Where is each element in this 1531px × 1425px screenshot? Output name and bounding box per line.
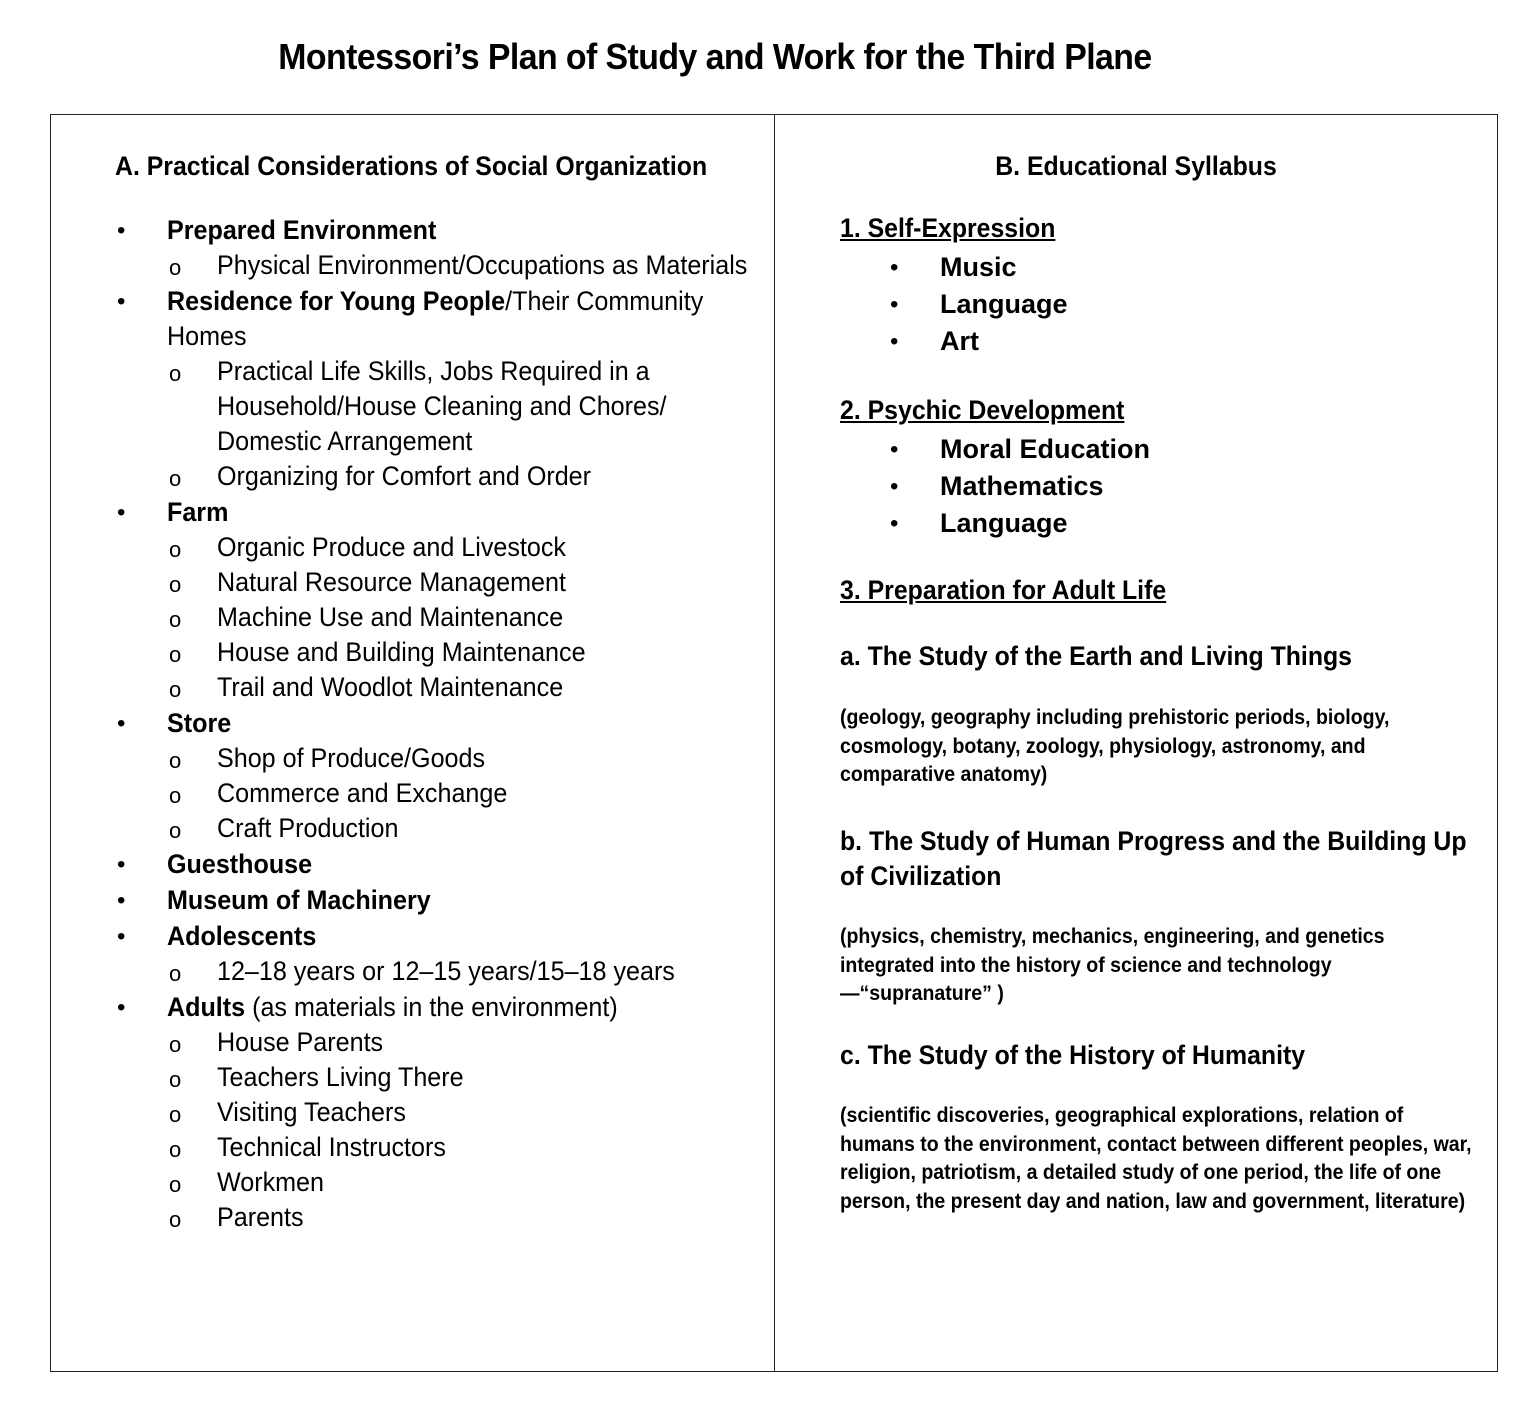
circle-bullet-icon: o xyxy=(169,466,182,491)
sub-list-item xyxy=(167,459,763,494)
bullet-icon: • xyxy=(117,887,126,914)
sub-list-item xyxy=(167,354,763,459)
sub-list-item-label: Natural Resource Management xyxy=(217,567,566,597)
list-item-detail: /Their Community Homes xyxy=(167,286,704,351)
circle-bullet-icon: o xyxy=(169,748,182,773)
circle-bullet-icon: o xyxy=(169,677,182,702)
sub-list-item-label: Workmen xyxy=(217,1167,324,1197)
list-item-label: Museum of Machinery xyxy=(167,885,431,915)
circle-bullet-icon: o xyxy=(169,537,182,562)
list-item-label: Guesthouse xyxy=(167,849,313,879)
sub-list-item-label: House and Building Maintenance xyxy=(217,637,586,667)
list-item xyxy=(113,990,763,1235)
column-b-heading: B. Educational Syllabus xyxy=(995,151,1277,181)
list-item-detail: (as materials in the environment) xyxy=(245,992,618,1022)
list-item-text xyxy=(167,883,721,918)
plan-table xyxy=(50,114,1498,1372)
sub-list-item xyxy=(167,635,763,670)
sub-list-item-label: Technical Instructors xyxy=(217,1132,446,1162)
bullet-icon: • xyxy=(890,436,899,463)
sub-list-item-label: Organizing for Comfort and Order xyxy=(217,461,592,491)
circle-bullet-icon: o xyxy=(169,607,182,632)
list-item-label: Language xyxy=(940,508,1068,538)
sub-list xyxy=(167,741,763,846)
list-item xyxy=(113,213,763,283)
list-item-label: Moral Education xyxy=(940,434,1151,464)
list-item-text xyxy=(167,919,721,954)
sub-list-item-label: Practical Life Skills, Jobs Required in a Household/House Cleaning and Chores/ Domestic Arrangement xyxy=(217,356,667,456)
sub-list-item-label: 12–18 years or 12–15 years/15–18 years xyxy=(217,956,675,986)
bullet-icon: • xyxy=(117,851,126,878)
list-item-label: Prepared Environment xyxy=(167,215,437,245)
list-item-label: Store xyxy=(167,708,232,738)
sub-list-item-label: House Parents xyxy=(217,1027,384,1057)
list-item xyxy=(886,505,1150,542)
list-item-label: Mathematics xyxy=(940,471,1104,501)
bullet-icon: • xyxy=(890,254,899,281)
sub-list-item xyxy=(167,1095,763,1130)
sub-list xyxy=(167,248,763,283)
list-item xyxy=(886,431,1150,468)
bullet-icon: • xyxy=(890,291,899,318)
sub-list xyxy=(167,1025,763,1235)
list-item xyxy=(113,495,763,705)
list-item-text xyxy=(167,213,721,248)
list-item-label: Language xyxy=(940,289,1068,319)
bullet-icon: • xyxy=(117,923,126,950)
list-item xyxy=(113,706,763,846)
column-divider xyxy=(774,115,775,1371)
circle-bullet-icon: o xyxy=(169,1067,182,1092)
list-item xyxy=(113,284,763,494)
sub-list-item-label: Shop of Produce/Goods xyxy=(217,743,486,773)
sub-list-item xyxy=(167,1200,763,1235)
list-item-label: Adolescents xyxy=(167,921,317,951)
circle-bullet-icon: o xyxy=(169,1172,182,1197)
study-earth-description: (geology, geography including prehistoric periods, biology, cosmology, botany, zoology, physiology, astronomy, and comparative anatomy) xyxy=(840,706,1390,786)
list-item xyxy=(886,323,1068,360)
page-title: Montessori’s Plan of Study and Work for the Third Plane xyxy=(278,36,1152,77)
column-a-heading: A. Practical Considerations of Social Organization xyxy=(115,151,708,181)
sub-list xyxy=(167,530,763,705)
list-item-label: Adults xyxy=(167,992,246,1022)
list-item-label: Farm xyxy=(167,497,229,527)
sub-list-item-label: Parents xyxy=(217,1202,304,1232)
column-a-list xyxy=(113,213,763,1236)
list-item xyxy=(113,847,763,882)
psychic-development-list xyxy=(886,431,1150,542)
list-item xyxy=(886,286,1068,323)
list-item-label: Music xyxy=(940,252,1017,282)
list-item xyxy=(113,883,763,918)
sub-list-item-label: Machine Use and Maintenance xyxy=(217,602,564,632)
bullet-icon: • xyxy=(117,710,126,737)
study-history-title: c. The Study of the History of Humanity xyxy=(840,1040,1306,1070)
section-self-expression-title: 1. Self-Expression xyxy=(840,213,1056,243)
sub-list-item xyxy=(167,530,763,565)
circle-bullet-icon: o xyxy=(169,961,182,986)
sub-list-item-label: Craft Production xyxy=(217,813,399,843)
circle-bullet-icon: o xyxy=(169,642,182,667)
sub-list-item-label: Teachers Living There xyxy=(217,1062,464,1092)
section-psychic-development-title: 2. Psychic Development xyxy=(840,395,1125,425)
sub-list-item xyxy=(167,776,763,811)
list-item-text xyxy=(167,847,721,882)
circle-bullet-icon: o xyxy=(169,1137,182,1162)
bullet-icon: • xyxy=(117,288,126,315)
bullet-icon: • xyxy=(117,499,126,526)
list-item-text xyxy=(167,495,721,530)
list-item xyxy=(886,249,1068,286)
study-human-progress-description: (physics, chemistry, mechanics, engineering, and genetics integrated into the history of science and technology—“supranature” ) xyxy=(840,925,1385,1005)
sub-list-item xyxy=(167,1025,763,1060)
sub-list-item xyxy=(167,1130,763,1165)
column-b xyxy=(776,115,1496,1371)
circle-bullet-icon: o xyxy=(169,255,182,280)
list-item-text xyxy=(167,990,721,1025)
sub-list-item-label: Organic Produce and Livestock xyxy=(217,532,566,562)
circle-bullet-icon: o xyxy=(169,783,182,808)
sub-list xyxy=(167,954,763,989)
sub-list-item xyxy=(167,954,763,989)
sub-list-item xyxy=(167,565,763,600)
sub-list-item xyxy=(167,670,763,705)
sub-list-item xyxy=(167,1165,763,1200)
circle-bullet-icon: o xyxy=(169,818,182,843)
self-expression-list xyxy=(886,249,1068,360)
bullet-icon: • xyxy=(890,473,899,500)
sub-list-item xyxy=(167,811,763,846)
bullet-icon: • xyxy=(117,217,126,244)
list-item-text xyxy=(167,706,721,741)
sub-list xyxy=(167,354,763,494)
circle-bullet-icon: o xyxy=(169,572,182,597)
circle-bullet-icon: o xyxy=(169,1032,182,1057)
sub-list-item-label: Physical Environment/Occupations as Materials xyxy=(217,250,748,280)
sub-list-item xyxy=(167,741,763,776)
study-human-progress-title: b. The Study of Human Progress and the Building Up of Civilization xyxy=(840,826,1467,891)
study-history-description: (scientific discoveries, geographical explorations, relation of humans to the environment, contact between different peoples, war, religion, patriotism, a detailed study of one period, the life of one person, the present day and nation, law and government, literature) xyxy=(840,1104,1472,1213)
column-a xyxy=(51,115,774,1371)
list-item-label: Art xyxy=(940,326,979,356)
sub-list-item xyxy=(167,1060,763,1095)
list-item xyxy=(886,468,1150,505)
sub-list-item xyxy=(167,600,763,635)
list-item-label: Residence for Young People xyxy=(167,286,506,316)
list-item-text xyxy=(167,284,734,354)
sub-list-item xyxy=(167,248,763,283)
list-item xyxy=(113,919,763,989)
circle-bullet-icon: o xyxy=(169,1207,182,1232)
sub-list-item-label: Trail and Woodlot Maintenance xyxy=(217,672,564,702)
sub-list-item-label: Visiting Teachers xyxy=(217,1097,406,1127)
section-adult-life-title: 3. Preparation for Adult Life xyxy=(840,575,1167,605)
bullet-icon: • xyxy=(890,328,899,355)
circle-bullet-icon: o xyxy=(169,1102,182,1127)
sub-list-item-label: Commerce and Exchange xyxy=(217,778,508,808)
bullet-icon: • xyxy=(890,510,899,537)
circle-bullet-icon: o xyxy=(169,361,182,386)
bullet-icon: • xyxy=(117,994,126,1021)
study-earth-title: a. The Study of the Earth and Living Things xyxy=(840,641,1353,671)
